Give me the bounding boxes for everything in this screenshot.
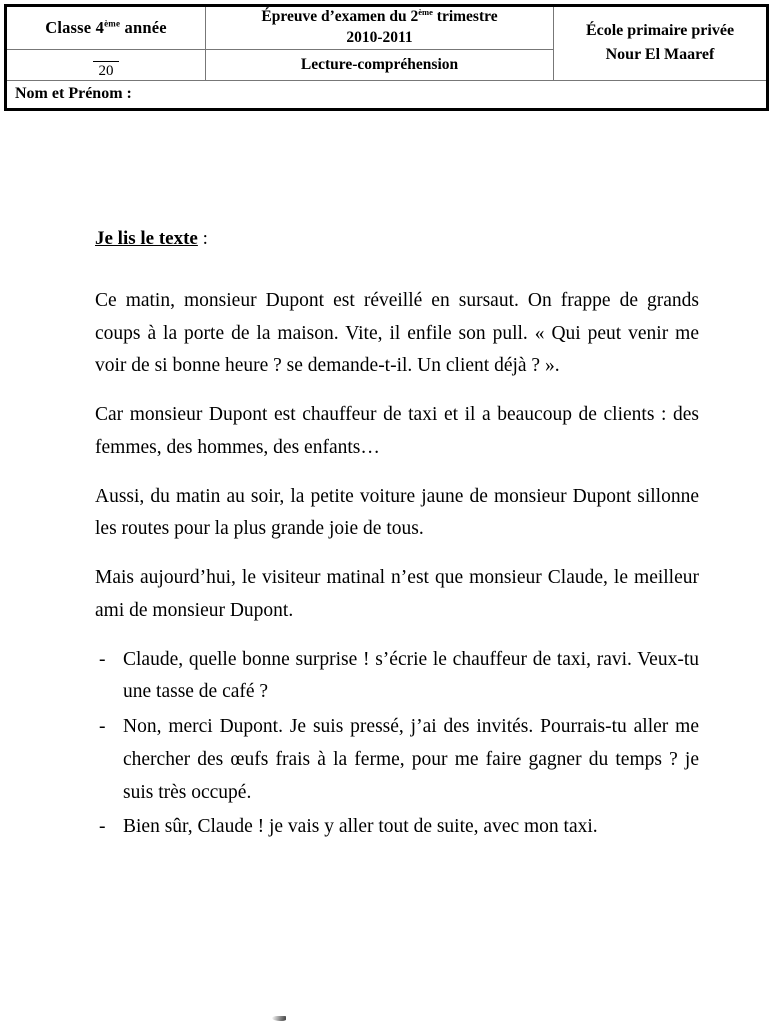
score-fraction bbox=[93, 50, 119, 79]
dialogue-dash-marker: - bbox=[99, 816, 106, 838]
subject-cell bbox=[206, 49, 554, 80]
exam-title bbox=[206, 8, 553, 49]
score-denominator: 20 bbox=[98, 62, 114, 79]
dialogue-dash-marker: - bbox=[99, 648, 106, 670]
section-title-colon: : bbox=[197, 228, 208, 249]
list-item bbox=[95, 811, 699, 844]
dialogue-line-text: Bien sûr, Claude ! je vais y aller tout de suite, avec mon taxi. bbox=[123, 816, 598, 838]
score-cell[interactable] bbox=[6, 49, 206, 80]
class-label bbox=[45, 18, 167, 37]
passage-paragraph: Aussi, du matin au soir, la petite voiture jaune de monsieur Dupont sillonne les routes pour la plus grande joie de tous. bbox=[95, 485, 699, 540]
reading-passage-section bbox=[95, 228, 699, 846]
school-name-line-1: École primaire privée bbox=[585, 22, 735, 40]
header-table-row-3 bbox=[6, 80, 768, 109]
exam-title-suffix: trimestre bbox=[432, 8, 498, 25]
school-name-line-2: Nour El Maaref bbox=[605, 46, 715, 64]
scan-artifact-mark bbox=[272, 1016, 286, 1021]
dialogue-line-text: Non, merci Dupont. Je suis pressé, j’ai des invités. Pourrais-tu aller me chercher des œufs frais à la ferme, pour me faire gagner du temps ? je suis très occupé. bbox=[123, 716, 699, 803]
exam-header-table bbox=[4, 4, 769, 111]
class-cell bbox=[6, 6, 206, 50]
dialogue-list bbox=[95, 644, 699, 845]
section-title-underlined-text: Je lis le texte bbox=[95, 228, 198, 249]
exam-title-prefix: Épreuve d’examen du 2 bbox=[261, 8, 419, 25]
list-item bbox=[95, 711, 699, 809]
school-name bbox=[554, 19, 766, 67]
section-title-je-lis-le-texte bbox=[95, 228, 699, 251]
passage-paragraph: Car monsieur Dupont est chauffeur de taxi et il a beaucoup de clients : des femmes, des hommes, des enfants… bbox=[95, 404, 699, 458]
list-item bbox=[95, 644, 699, 710]
student-name-label: Nom et Prénom : bbox=[15, 84, 132, 102]
school-name-cell bbox=[554, 6, 768, 81]
score-numerator-blank[interactable] bbox=[93, 50, 119, 62]
header-table-container bbox=[4, 4, 765, 111]
class-ordinal-suffix: ème bbox=[104, 18, 121, 29]
class-label-suffix: année bbox=[120, 17, 167, 37]
dialogue-dash-marker: - bbox=[99, 716, 106, 738]
exam-year: 2010-2011 bbox=[346, 28, 413, 46]
student-name-cell[interactable] bbox=[6, 80, 768, 109]
exam-title-ordinal-suffix: ème bbox=[418, 6, 433, 17]
dialogue-line-text: Claude, quelle bonne surprise ! s’écrie le chauffeur de taxi, ravi. Veux-tu une tasse de café ? bbox=[123, 648, 699, 703]
header-table-row-1 bbox=[6, 6, 768, 50]
passage-paragraph: Mais aujourd’hui, le visiteur matinal n’est que monsieur Claude, le meilleur ami de monsieur Dupont. bbox=[95, 567, 699, 621]
class-label-prefix: Classe 4 bbox=[45, 17, 105, 37]
subject-label: Lecture-compréhension bbox=[300, 55, 459, 73]
exam-title-cell bbox=[206, 6, 554, 50]
passage-paragraph: Ce matin, monsieur Dupont est réveillé en sursaut. On frappe de grands coups à la porte de la maison. Vite, il enfile son pull. « Qui peut venir me voir de si bonne heure ? se demande-t-il. Un client déjà ? ». bbox=[95, 289, 699, 377]
